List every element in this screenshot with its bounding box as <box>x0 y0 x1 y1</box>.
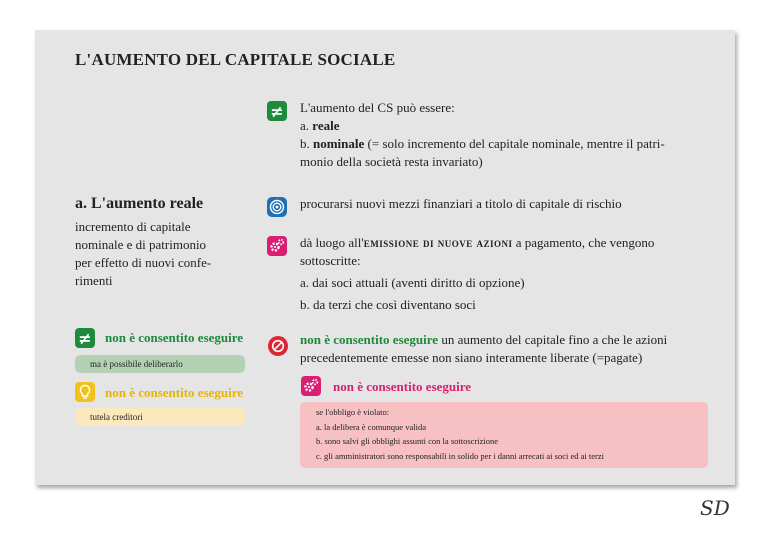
rule-label: non è consentito eseguire <box>105 385 244 400</box>
intro-block <box>300 99 665 171</box>
gears-icon <box>301 376 321 396</box>
not-equal-icon: ≠ <box>75 328 95 348</box>
emission-block: dà luogo all'emissione di nuove azioni a pagamento, che vengono sottoscritte: a. dai soci attuali (aventi diritto di opzione) b. da terzi che così diventano soci <box>300 235 655 312</box>
section-heading: a. L'aumento reale <box>75 195 204 212</box>
target-text: procurarsi nuovi mezzi finanziari a titolo di capitale di rischio <box>300 196 622 211</box>
rule-note: tutela creditori <box>75 408 245 426</box>
rule-note: ma è possibile deliberarlo <box>75 355 245 373</box>
lightbulb-icon <box>75 382 95 402</box>
not-equal-icon: ≠ <box>267 101 287 121</box>
rule-label: non è consentito eseguire <box>105 330 244 345</box>
gears-icon <box>267 236 287 256</box>
emission-line: dà luogo all'emissione di nuove azioni a pagamento, che vengono <box>300 235 655 250</box>
intro-item-a: a. reale <box>300 118 340 133</box>
signature-logo: SD <box>700 496 730 520</box>
intro-item-b-cont: monio della società resta invariato) <box>300 154 483 169</box>
rule-label: non è consentito eseguire <box>333 379 472 394</box>
page-title: L'AUMENTO DEL CAPITALE SOCIALE <box>75 50 396 69</box>
intro-item-b: b. nominale (= solo incremento del capitale nominale, mentre il patri- <box>300 136 665 151</box>
intro-lead: L'aumento del CS può essere: <box>300 100 455 115</box>
target-icon <box>267 197 287 217</box>
consequences-box: se l'obbligo è violato: a. la delibera è comunque valida b. sono salvi gli obblighi assunti con la sottoscrizione c. gli amministratori sono responsabili in solido per i danni arrecati ai soci ed ai terzi <box>300 402 708 468</box>
forbidden-icon <box>268 336 288 356</box>
section-description: incremento di capitale nominale e di patrimonio per effetto di nuovi confe- rimenti <box>75 219 212 288</box>
rule-right-text: non è consentito eseguire un aumento del capitale fino a che le azioni precedentemente emesse non siano interamente liberate (=pagate) <box>300 332 668 365</box>
